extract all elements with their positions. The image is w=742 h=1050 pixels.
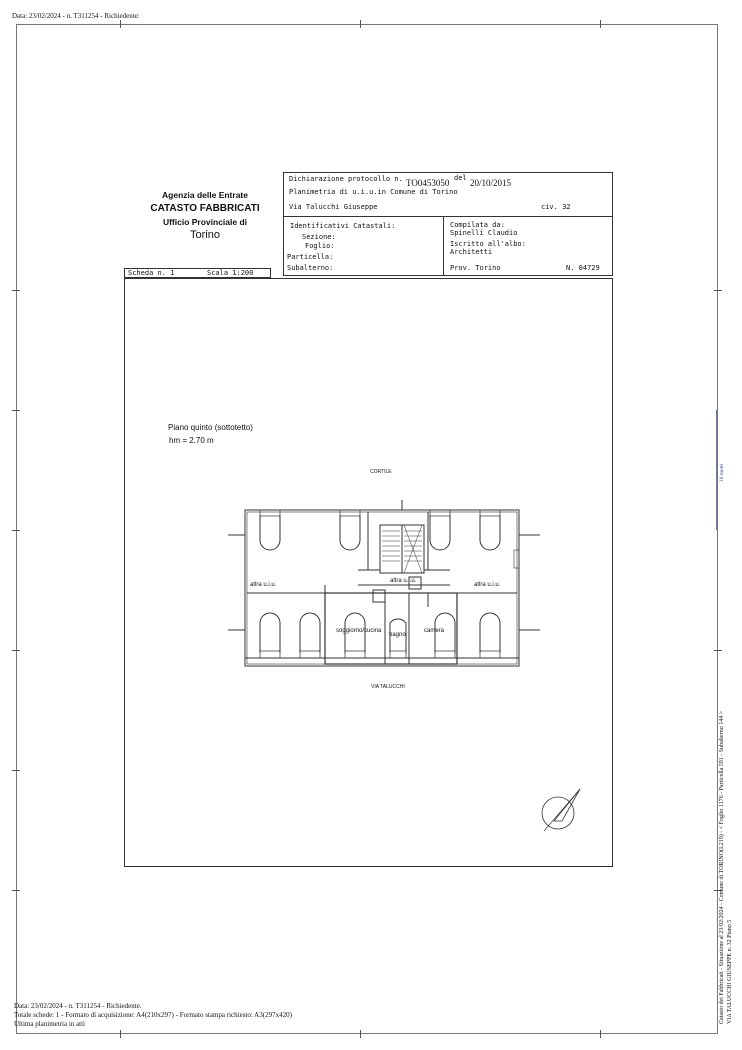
side-info-line1: Catasto dei Fabbricati - Situazione al 23/02/2024 - Comune di TORINO(L219) - < Foglio 1176 - Particella 591 - Subalterno 144 > xyxy=(719,710,725,1024)
iscritto-value: Architetti xyxy=(450,248,493,256)
iscritto-label: Iscritto all'albo: xyxy=(450,240,526,248)
civ-number: civ. 32 xyxy=(541,203,571,211)
floor-height: hm = 2.70 m xyxy=(169,436,214,445)
compilata-label: Compilata da: xyxy=(450,221,505,229)
agency-name: Agenzia delle Entrate xyxy=(162,190,248,200)
footer-line2: Totale schede: 1 - Formato di acquisizione: A4(210x297) - Formato stampa richiesto: A3(297x420) xyxy=(14,1011,292,1019)
top-info: Data: 23/02/2024 - n. T311254 - Richiedente: xyxy=(12,12,140,20)
del-label: del xyxy=(454,174,467,182)
protocol-label: Dichiarazione protocollo n. xyxy=(289,175,403,183)
frame-tick xyxy=(12,530,20,531)
albo-number: N. 04729 xyxy=(566,264,600,272)
frame-tick xyxy=(600,20,601,28)
scale-bar xyxy=(716,410,717,530)
frame-tick xyxy=(360,1030,361,1038)
floor-title: Piano quinto (sottotetto) xyxy=(168,423,253,432)
frame-tick xyxy=(12,770,20,771)
agency-office: Ufficio Provinciale di xyxy=(162,217,248,227)
protocol-date: 20/10/2015 xyxy=(470,178,512,188)
floor-plan xyxy=(228,495,548,685)
frame-tick xyxy=(12,650,20,651)
frame-tick xyxy=(120,1030,121,1038)
footer-line3: Ultima planimetria in atti xyxy=(14,1020,85,1028)
frame-tick xyxy=(12,410,20,411)
frame-tick xyxy=(12,890,20,891)
scala-label: Scala 1:200 xyxy=(207,269,254,277)
frame-tick xyxy=(714,650,722,651)
particella-label: Particella: xyxy=(287,253,334,261)
frame-tick xyxy=(360,20,361,28)
subalterno-label: Subalterno: xyxy=(287,264,334,272)
identificativi-label: Identificativi Catastali: xyxy=(290,222,396,230)
frame-tick xyxy=(714,290,722,291)
footer-line1: Data: 23/02/2024 - n. T311254 - Richiedente. xyxy=(14,1002,142,1010)
compilata-name: Spinelli Claudio xyxy=(450,229,518,237)
scheda-label: Scheda n. 1 xyxy=(128,269,175,277)
scale-label: 10 metri xyxy=(719,463,725,482)
address-line: Via Talucchi Giuseppe xyxy=(289,203,378,211)
room-altra-left: altra u.i.u. xyxy=(250,582,277,588)
header-divider xyxy=(283,216,613,217)
street-label: VIA TALUCCHI xyxy=(371,684,405,690)
protocol-number: TO0453050 xyxy=(406,178,450,188)
room-bagno: bagno xyxy=(389,632,406,638)
room-camera: camera xyxy=(424,628,445,634)
planimetry-line: Planimetria di u.i.u.in Comune di Torino xyxy=(289,188,458,196)
foglio-label: Foglio: xyxy=(305,242,335,250)
room-altra-right: altra u.i.u. xyxy=(474,582,501,588)
north-arrow-icon xyxy=(536,785,586,835)
frame-tick xyxy=(600,1030,601,1038)
side-info-line2: VIA TALUCCHI GIUSEPPE n. 32 Piano 5 xyxy=(727,919,733,1024)
room-soggiorno: soggiorno/cucina xyxy=(336,628,382,634)
agency-city: Torino xyxy=(190,229,220,241)
prov-label: Prov. Torino xyxy=(450,264,501,272)
frame-tick xyxy=(12,290,20,291)
sezione-label: Sezione: xyxy=(302,233,336,241)
room-altra-center: altra u.i.u. xyxy=(390,578,417,584)
cortile-label: CORTILE xyxy=(370,469,392,475)
header-divider xyxy=(443,216,444,276)
agency-catasto: CATASTO FABBRICATI xyxy=(150,203,260,214)
frame-tick xyxy=(120,20,121,28)
